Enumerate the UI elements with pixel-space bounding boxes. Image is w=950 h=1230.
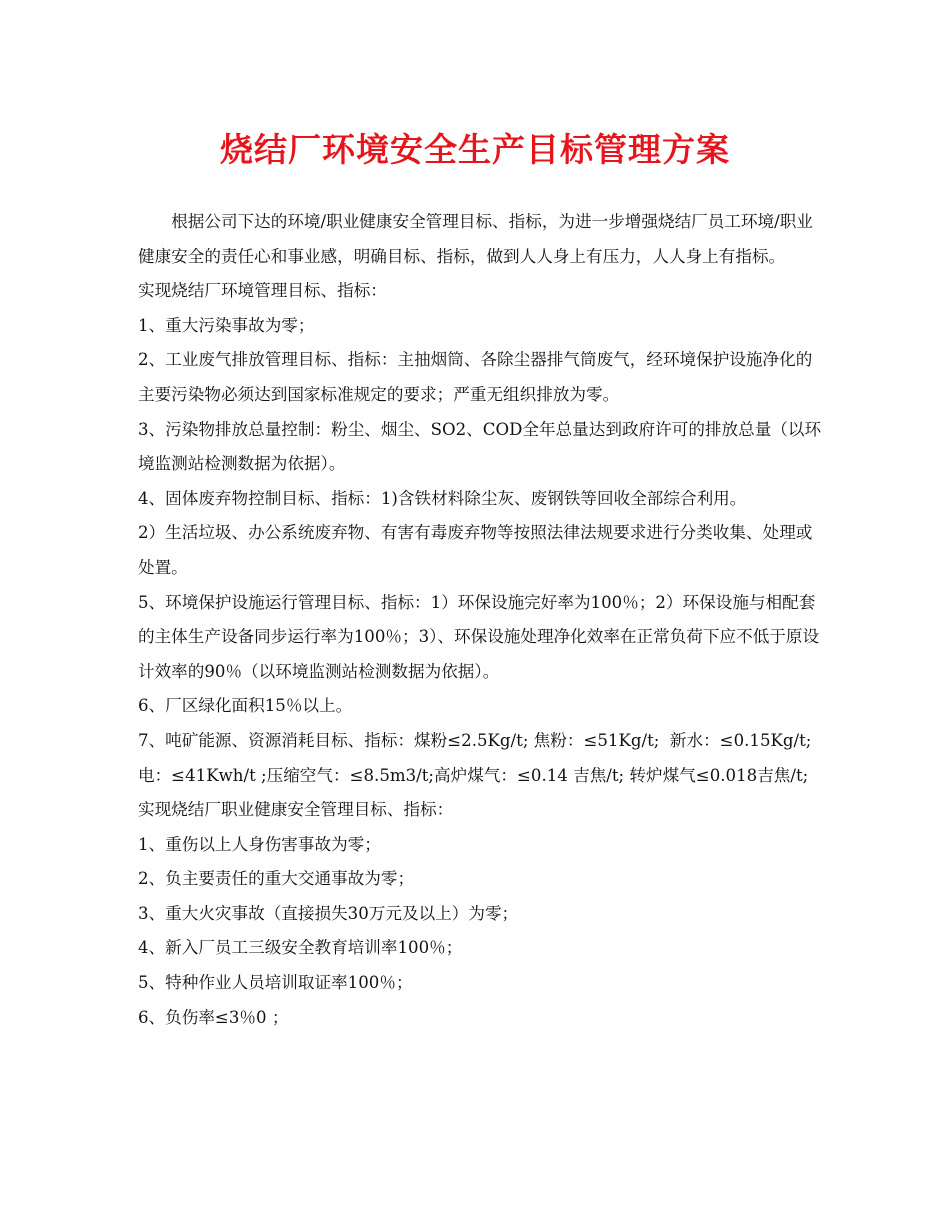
- section-heading-safety: 实现烧结厂职业健康安全管理目标、指标：: [138, 800, 454, 820]
- env-item-7: 7、吨矿能源、资源消耗目标、指标：煤粉≤2.5Kg/t; 焦粉：≤51Kg/t; 新水：≤0.15Kg/t; 电：≤41Kwh/t ;压缩空气：≤8.5m3/t;高炉煤气：≤0.14 吉焦/t; 转炉煤气≤0.018吉焦/t;: [138, 730, 828, 785]
- section-heading-environment: 实现烧结厂环境管理目标、指标：: [138, 281, 387, 301]
- env-item-4-sub-2: 2）生活垃圾、办公系统废弃物、有害有毒废弃物等按照法律法规要求进行分类收集、处理或处置。: [138, 523, 813, 577]
- document-body: [138, 205, 828, 1035]
- safety-item-1: 1、重伤以上人身伤害事故为零；: [138, 834, 381, 854]
- env-item-2: 2、工业废气排放管理目标、指标：主抽烟筒、各除尘器排气筒废气，经环境保护设施净化的主要污染物必须达到国家标准规定的要求；严重无组织排放为零。: [138, 350, 813, 404]
- safety-item-4: 4、新入厂员工三级安全教育培训率100％；: [138, 938, 463, 958]
- env-item-1: 1、重大污染事故为零；: [138, 315, 315, 335]
- env-item-3: 3、污染物排放总量控制：粉尘、烟尘、SO2、COD全年总量达到政府许可的排放总量（以环境监测站检测数据为依据）。: [138, 419, 822, 474]
- safety-item-3: 3、重大火灾事故（直接损失30万元及以上）为零；: [138, 903, 519, 923]
- safety-item-5: 5、特种作业人员培训取证率100％；: [138, 973, 413, 993]
- document-title: 烧结厂环境安全生产目标管理方案: [220, 130, 730, 169]
- env-item-6: 6、厂区绿化面积15％以上。: [138, 696, 353, 716]
- safety-item-6: 6、负伤率≤3％0 ；: [138, 1007, 289, 1027]
- intro-paragraph: 根据公司下达的环境/职业健康安全管理目标、指标，为进一步增强烧结厂员工环境/职业健康安全的责任心和事业感，明确目标、指标，做到人人身上有压力，人人身上有指标。: [138, 212, 813, 266]
- safety-item-2: 2、负主要责任的重大交通事故为零；: [138, 869, 415, 889]
- env-item-5: 5、环境保护设施运行管理目标、指标：1）环保设施完好率为100％；2）环保设施与相配套的主体生产设备同步运行率为100％；3）、环保设施处理净化效率在正常负荷下应不低于原设计效率的90％（以环境监测站检测数据为依据）。: [138, 592, 820, 681]
- env-item-4: 4、固体废弃物控制目标、指标：1)含铁材料除尘灰、废钢铁等回收全部综合利用。: [138, 488, 747, 508]
